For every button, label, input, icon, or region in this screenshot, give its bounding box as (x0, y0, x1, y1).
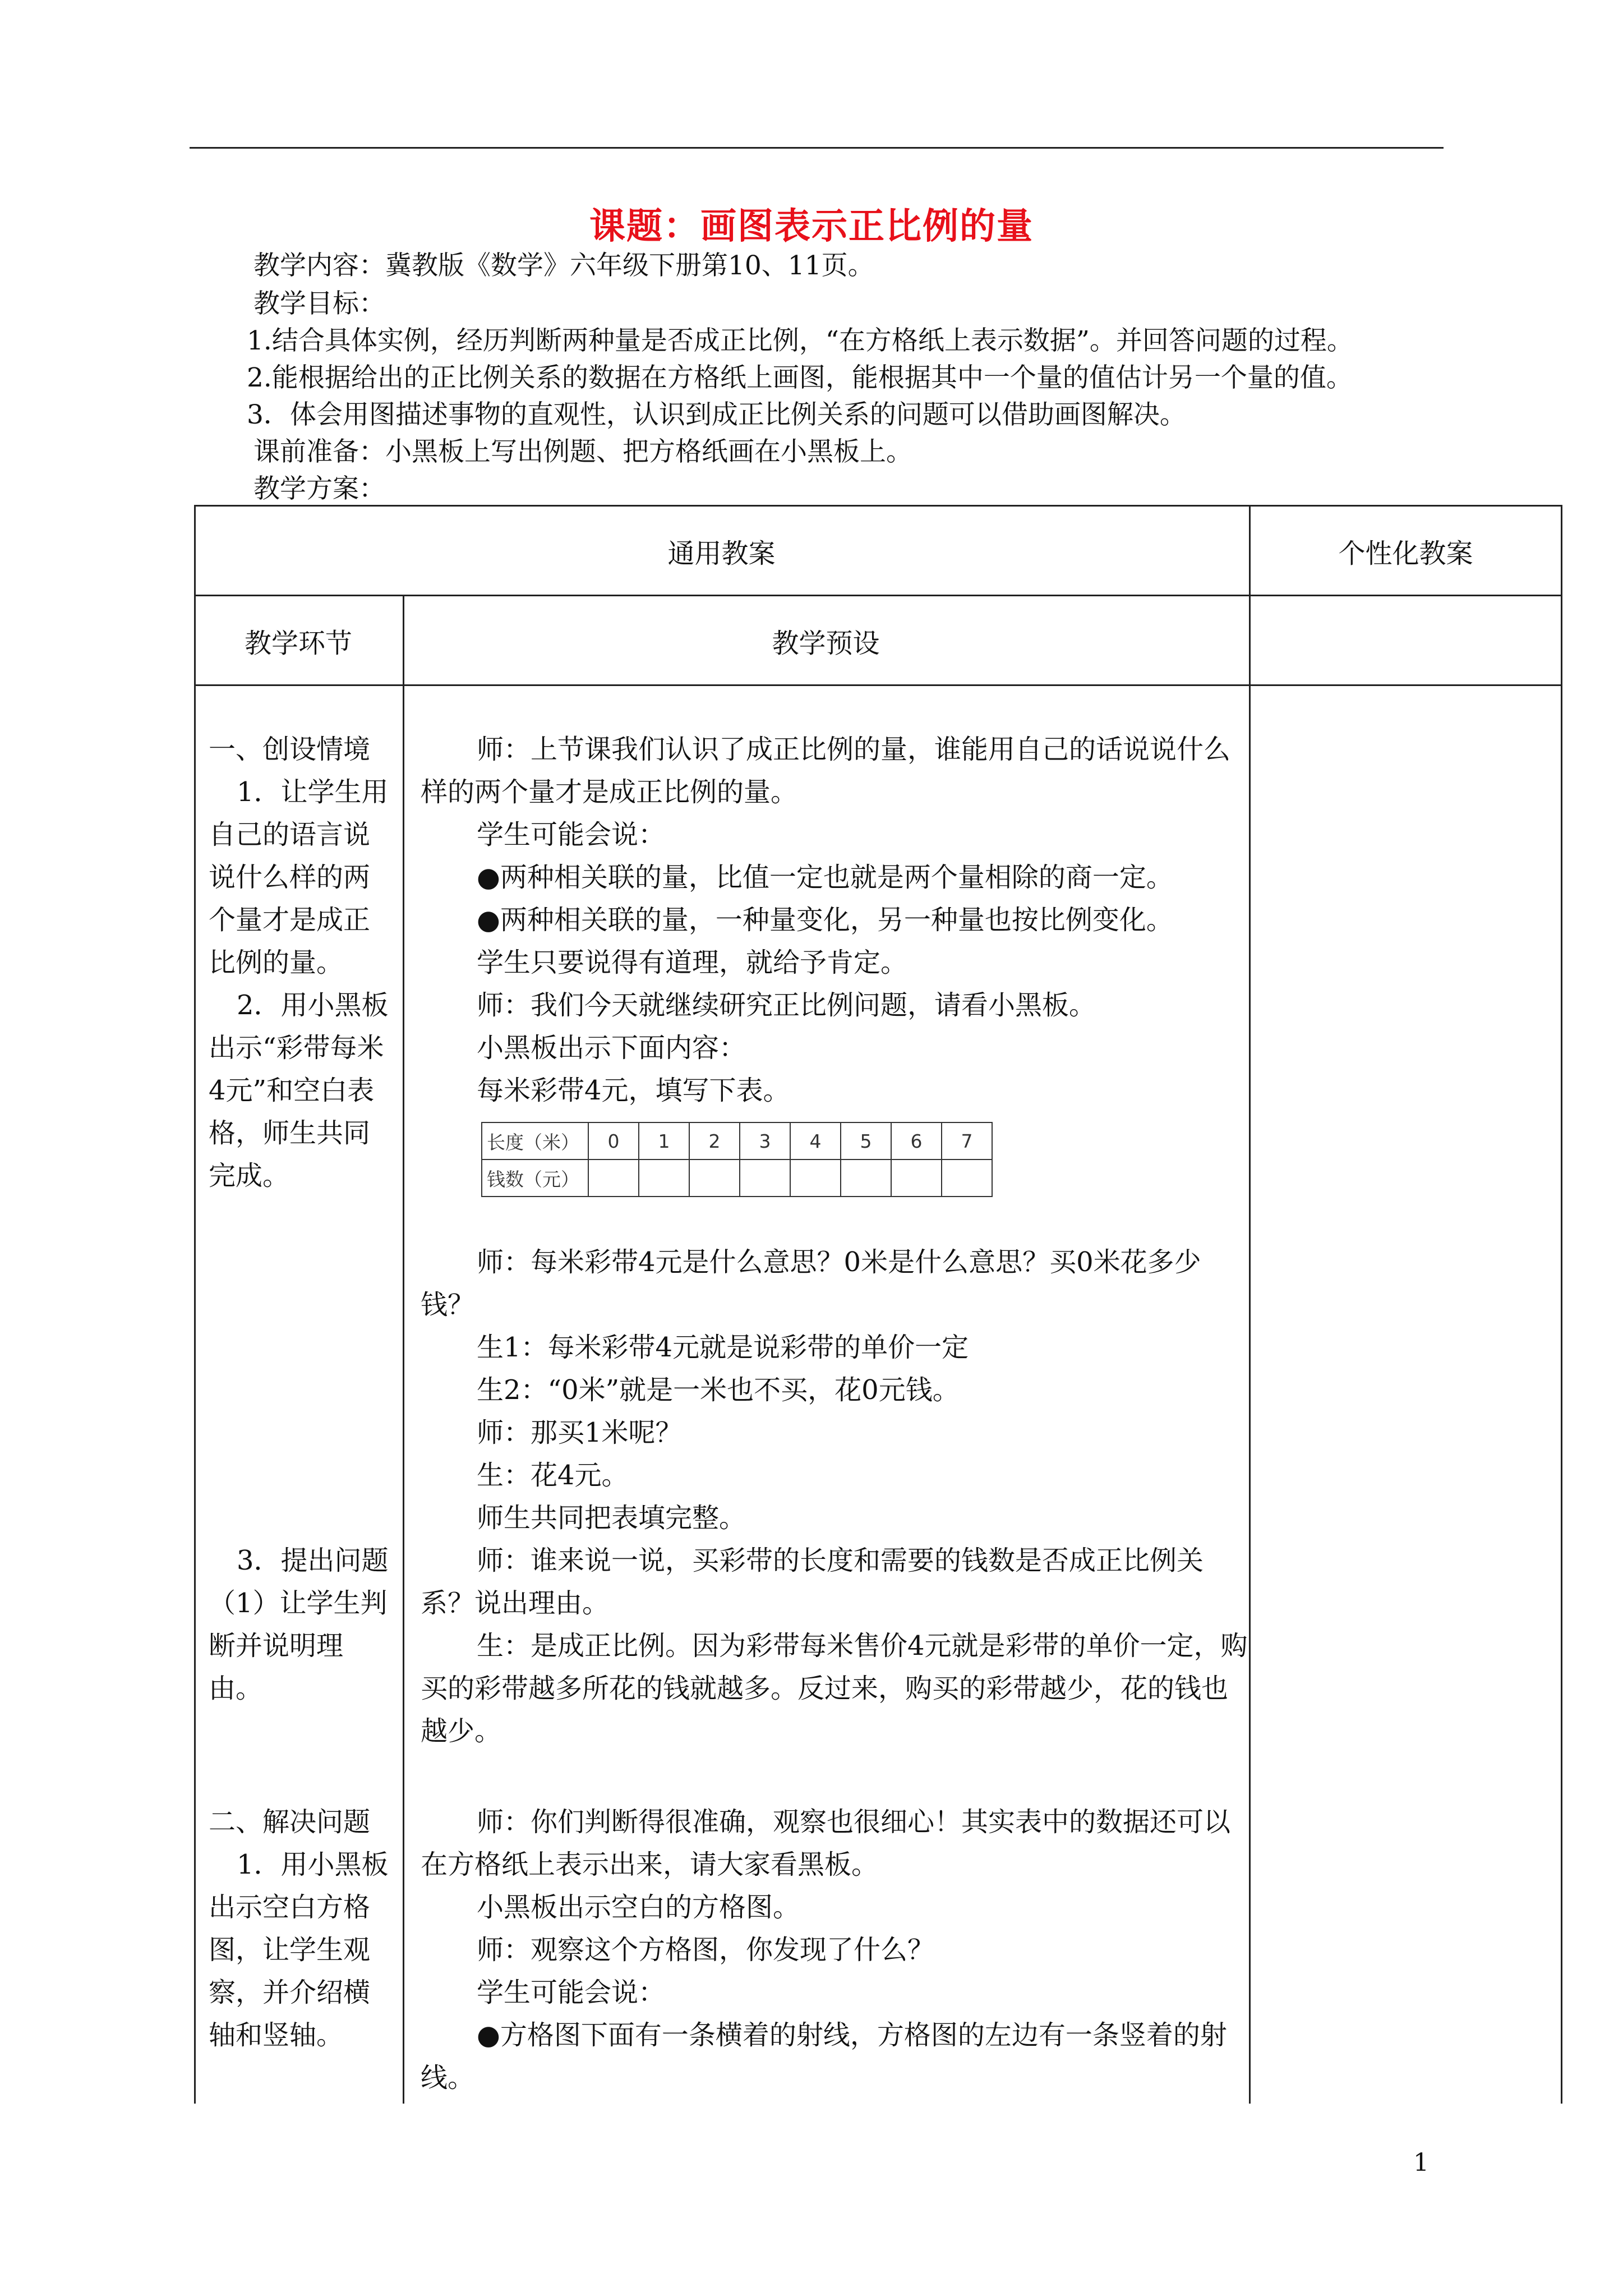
paragraph: 师：观察这个方格图，你发现了什么？ (477, 1934, 935, 1966)
money-cell (588, 1159, 639, 1197)
length-value: 1 (639, 1122, 689, 1159)
intro-goal-3: 3．体会用图描述事物的直观性，认识到成正比例关系的问题可以借助画图解决。 (247, 399, 1186, 430)
paragraph: 学生只要说得有道理，就给予肯定。 (477, 947, 908, 978)
paragraph: 生2：“0米”就是一米也不买，花0元钱。 (477, 1374, 960, 1406)
table-rule-1 (194, 595, 1562, 596)
paragraph: 每米彩带4元，填写下表。 (477, 1075, 790, 1106)
length-value: 7 (942, 1122, 992, 1159)
plan-text-part-1 (421, 728, 1251, 1112)
top-rule (190, 147, 1444, 149)
page-title: 课题：画图表示正比例的量 (589, 205, 1034, 247)
intro-goals-label: 教学目标： (253, 288, 385, 319)
length-value: 6 (891, 1122, 942, 1159)
money-cell (891, 1159, 942, 1197)
money-label: 钱数（元） (482, 1159, 588, 1197)
length-value: 3 (740, 1122, 790, 1159)
paragraph: 师生共同把表填完整。 (477, 1502, 746, 1534)
intro-goal-1: 1.结合具体实例，经历判断两种量是否成正比例，“在方格纸上表示数据”。并回答问题的过程。 (247, 325, 1353, 356)
length-label: 长度（米） (482, 1122, 588, 1159)
paragraph: 师：谁来说一说，买彩带的长度和需要的钱数是否成正比例关系？说出理由。 (421, 1545, 1204, 1619)
stage-1-notes (209, 728, 389, 1197)
col-plan: 教学预设 (772, 628, 880, 659)
stage-2-notes (209, 1801, 389, 2056)
money-row (482, 1159, 992, 1197)
stage-1-step-2: 2．用小黑板出示“彩带每米4元”和空白表格，师生共同完成。 (209, 990, 389, 1191)
length-row (482, 1122, 992, 1159)
paragraph: ●方格图下面有一条横着的射线，方格图的左边有一条竖着的射线。 (421, 2019, 1227, 2093)
page-number: 1 (1413, 2148, 1429, 2177)
price-table (481, 1122, 993, 1197)
plan-text-part-3 (421, 1801, 1251, 2099)
paragraph: 生：是成正比例。因为彩带每米售价4元就是彩带的单价一定，购买的彩带越多所花的钱就越多。反过来，购买的彩带越少，花的钱也越少。 (421, 1630, 1248, 1747)
paragraph: ●两种相关联的量，一种量变化，另一种量也按比例变化。 (477, 904, 1173, 936)
paragraph: 师：上节课我们认识了成正比例的量，谁能用自己的话说说什么样的两个量才是成正比例的量。 (421, 734, 1231, 808)
paragraph: 小黑板出示空白的方格图。 (477, 1892, 800, 1923)
money-cell (841, 1159, 891, 1197)
stage-1-step-3-block (209, 1539, 389, 1710)
header-personal: 个性化教案 (1338, 538, 1473, 569)
table-rule-2 (194, 684, 1562, 686)
paragraph: 师：我们今天就继续研究正比例问题，请看小黑板。 (477, 990, 1096, 1021)
stage-2-title: 二、解决问题 (209, 1806, 371, 1838)
table-divider-left (403, 595, 404, 2104)
paragraph: 生：花4元。 (477, 1460, 629, 1491)
paragraph: 师：每米彩带4元是什么意思？0米是什么意思？买0米花多少钱？ (421, 1246, 1201, 1320)
length-value: 5 (841, 1122, 891, 1159)
intro-prep: 课前准备：小黑板上写出例题、把方格纸画在小黑板上。 (253, 436, 912, 467)
stage-1-step-1: 1．让学生用自己的语言说说什么样的两个量才是成正比例的量。 (209, 776, 389, 978)
money-cell (639, 1159, 689, 1197)
paragraph: 师：你们判断得很准确，观察也很细心！其实表中的数据还可以在方格纸上表示出来，请大家看黑板。 (421, 1806, 1231, 1880)
col-stage: 教学环节 (244, 628, 352, 659)
money-cell (689, 1159, 740, 1197)
money-cell (790, 1159, 841, 1197)
stage-2-step-1: 1．用小黑板出示空白方格图，让学生观察，并介绍横轴和竖轴。 (209, 1849, 389, 2051)
stage-1-title: 一、创设情境 (209, 734, 371, 765)
length-value: 2 (689, 1122, 740, 1159)
paragraph: 生1：每米彩带4元就是说彩带的单价一定 (477, 1332, 969, 1363)
intro-goal-2: 2.能根据给出的正比例关系的数据在方格纸上画图，能根据其中一个量的值估计另一个量的值。 (247, 362, 1353, 393)
length-value: 0 (588, 1122, 639, 1159)
paragraph: 学生可能会说： (477, 1977, 666, 2008)
stage-1-step-3: 3．提出问题（1）让学生判断并说明理由。 (209, 1545, 389, 1704)
intro-plan-label: 教学方案： (253, 473, 385, 504)
money-cell (942, 1159, 992, 1197)
paragraph: 小黑板出示下面内容： (477, 1032, 746, 1064)
paragraph: 学生可能会说： (477, 819, 666, 850)
money-cell (740, 1159, 790, 1197)
header-general: 通用教案 (667, 538, 776, 569)
paragraph: ●两种相关联的量，比值一定也就是两个量相除的商一定。 (477, 862, 1173, 893)
plan-text-part-2 (421, 1241, 1251, 1752)
intro-content: 教学内容：冀教版《数学》六年级下册第10、11页。 (253, 250, 874, 281)
paragraph: 师：那买1米呢？ (477, 1417, 683, 1448)
length-value: 4 (790, 1122, 841, 1159)
